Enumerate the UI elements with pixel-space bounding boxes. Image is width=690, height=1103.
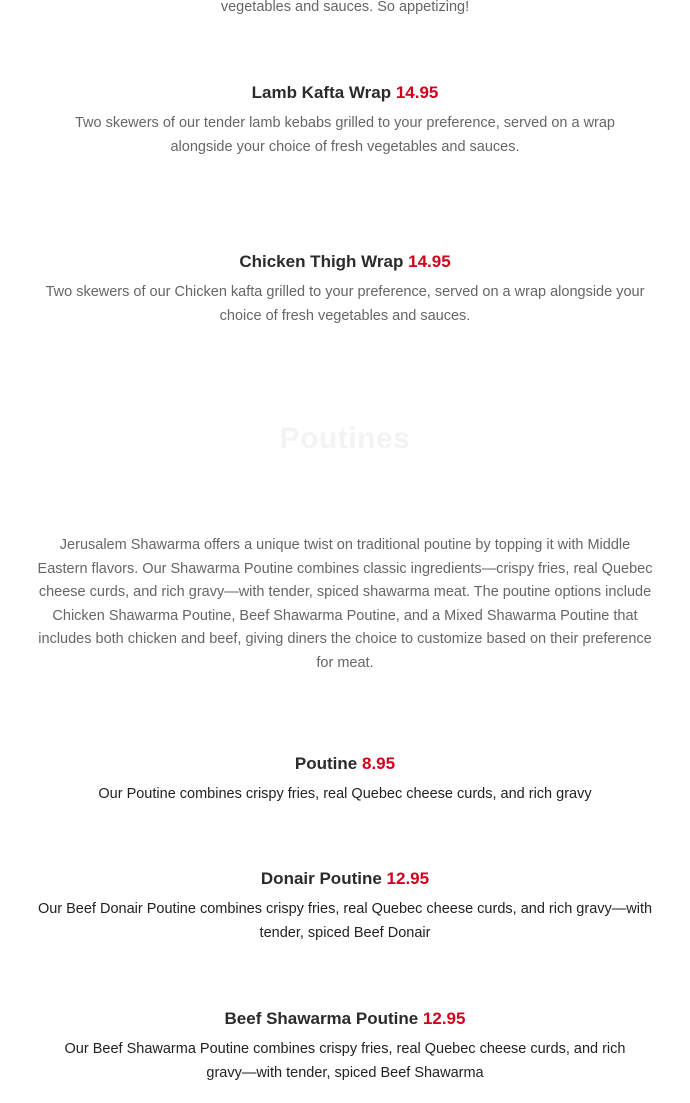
menu-item-price: 12.95: [386, 869, 430, 888]
menu-item-beef-shawarma-poutine: [0, 1008, 690, 1085]
menu-item-description: Two skewers of our tender lamb kebabs grilled to your preference, served on a wrap alongside your choice of fresh vegetables and sauces.: [75, 115, 615, 155]
menu-item-name: Poutine: [294, 754, 358, 773]
menu-item-title: [0, 868, 690, 890]
menu-item-price: 14.95: [395, 83, 439, 102]
menu-item-title: [0, 251, 690, 273]
menu-item-title: [0, 1008, 690, 1030]
description-text: vegetables and sauces. So appetizing!: [220, 0, 470, 15]
menu-item-title: [0, 753, 690, 775]
previous-item-description-tail: [0, 0, 690, 20]
section-description-poutines: [0, 534, 690, 675]
section-heading-poutines: [0, 422, 690, 456]
menu-item-donair-poutine: [0, 868, 690, 945]
menu-item-name: Chicken Thigh Wrap: [239, 252, 404, 271]
section-description-text: Jerusalem Shawarma offers a unique twist on traditional poutine by topping it with Middle Eastern flavors. Our Shawarma Poutine combines classic ingredients—crispy fries, real Quebec cheese curds, and rich gravy—with tender, spiced shawarma meat. The poutine options include Chicken Shawarma Poutine, Beef Shawarma Poutine, and a Mixed Shawarma Poutine that includes both chicken and beef, giving diners the choice to customize based on their preference for meat.: [37, 537, 653, 671]
menu-item-price: 12.95: [422, 1009, 466, 1028]
menu-item-title: [0, 82, 690, 104]
menu-item-lamb-kafta-wrap: [0, 82, 690, 159]
menu-item-name: Beef Shawarma Poutine: [224, 1009, 419, 1028]
menu-item-description: Our Beef Shawarma Poutine combines crispy fries, real Quebec cheese curds, and rich gravy—with tender, spiced Beef Shawarma: [64, 1041, 626, 1081]
menu-item-description: Our Poutine combines crispy fries, real Quebec cheese curds, and rich gravy: [98, 786, 592, 802]
menu-item-description: Our Beef Donair Poutine combines crispy fries, real Quebec cheese curds, and rich gravy—with tender, spiced Beef Donair: [37, 901, 653, 941]
menu-item-price: 14.95: [408, 252, 451, 271]
menu-item-name: Donair Poutine: [260, 869, 382, 888]
menu-item-price: 8.95: [361, 754, 396, 773]
section-title: Poutines: [279, 422, 411, 455]
menu-item-poutine: [0, 753, 690, 807]
menu-item-name: Lamb Kafta Wrap: [251, 83, 392, 102]
menu-item-chicken-thigh-wrap: [0, 251, 690, 328]
menu-item-description: Two skewers of our Chicken kafta grilled to your preference, served on a wrap alongside your choice of fresh vegetables and sauces.: [45, 284, 645, 324]
